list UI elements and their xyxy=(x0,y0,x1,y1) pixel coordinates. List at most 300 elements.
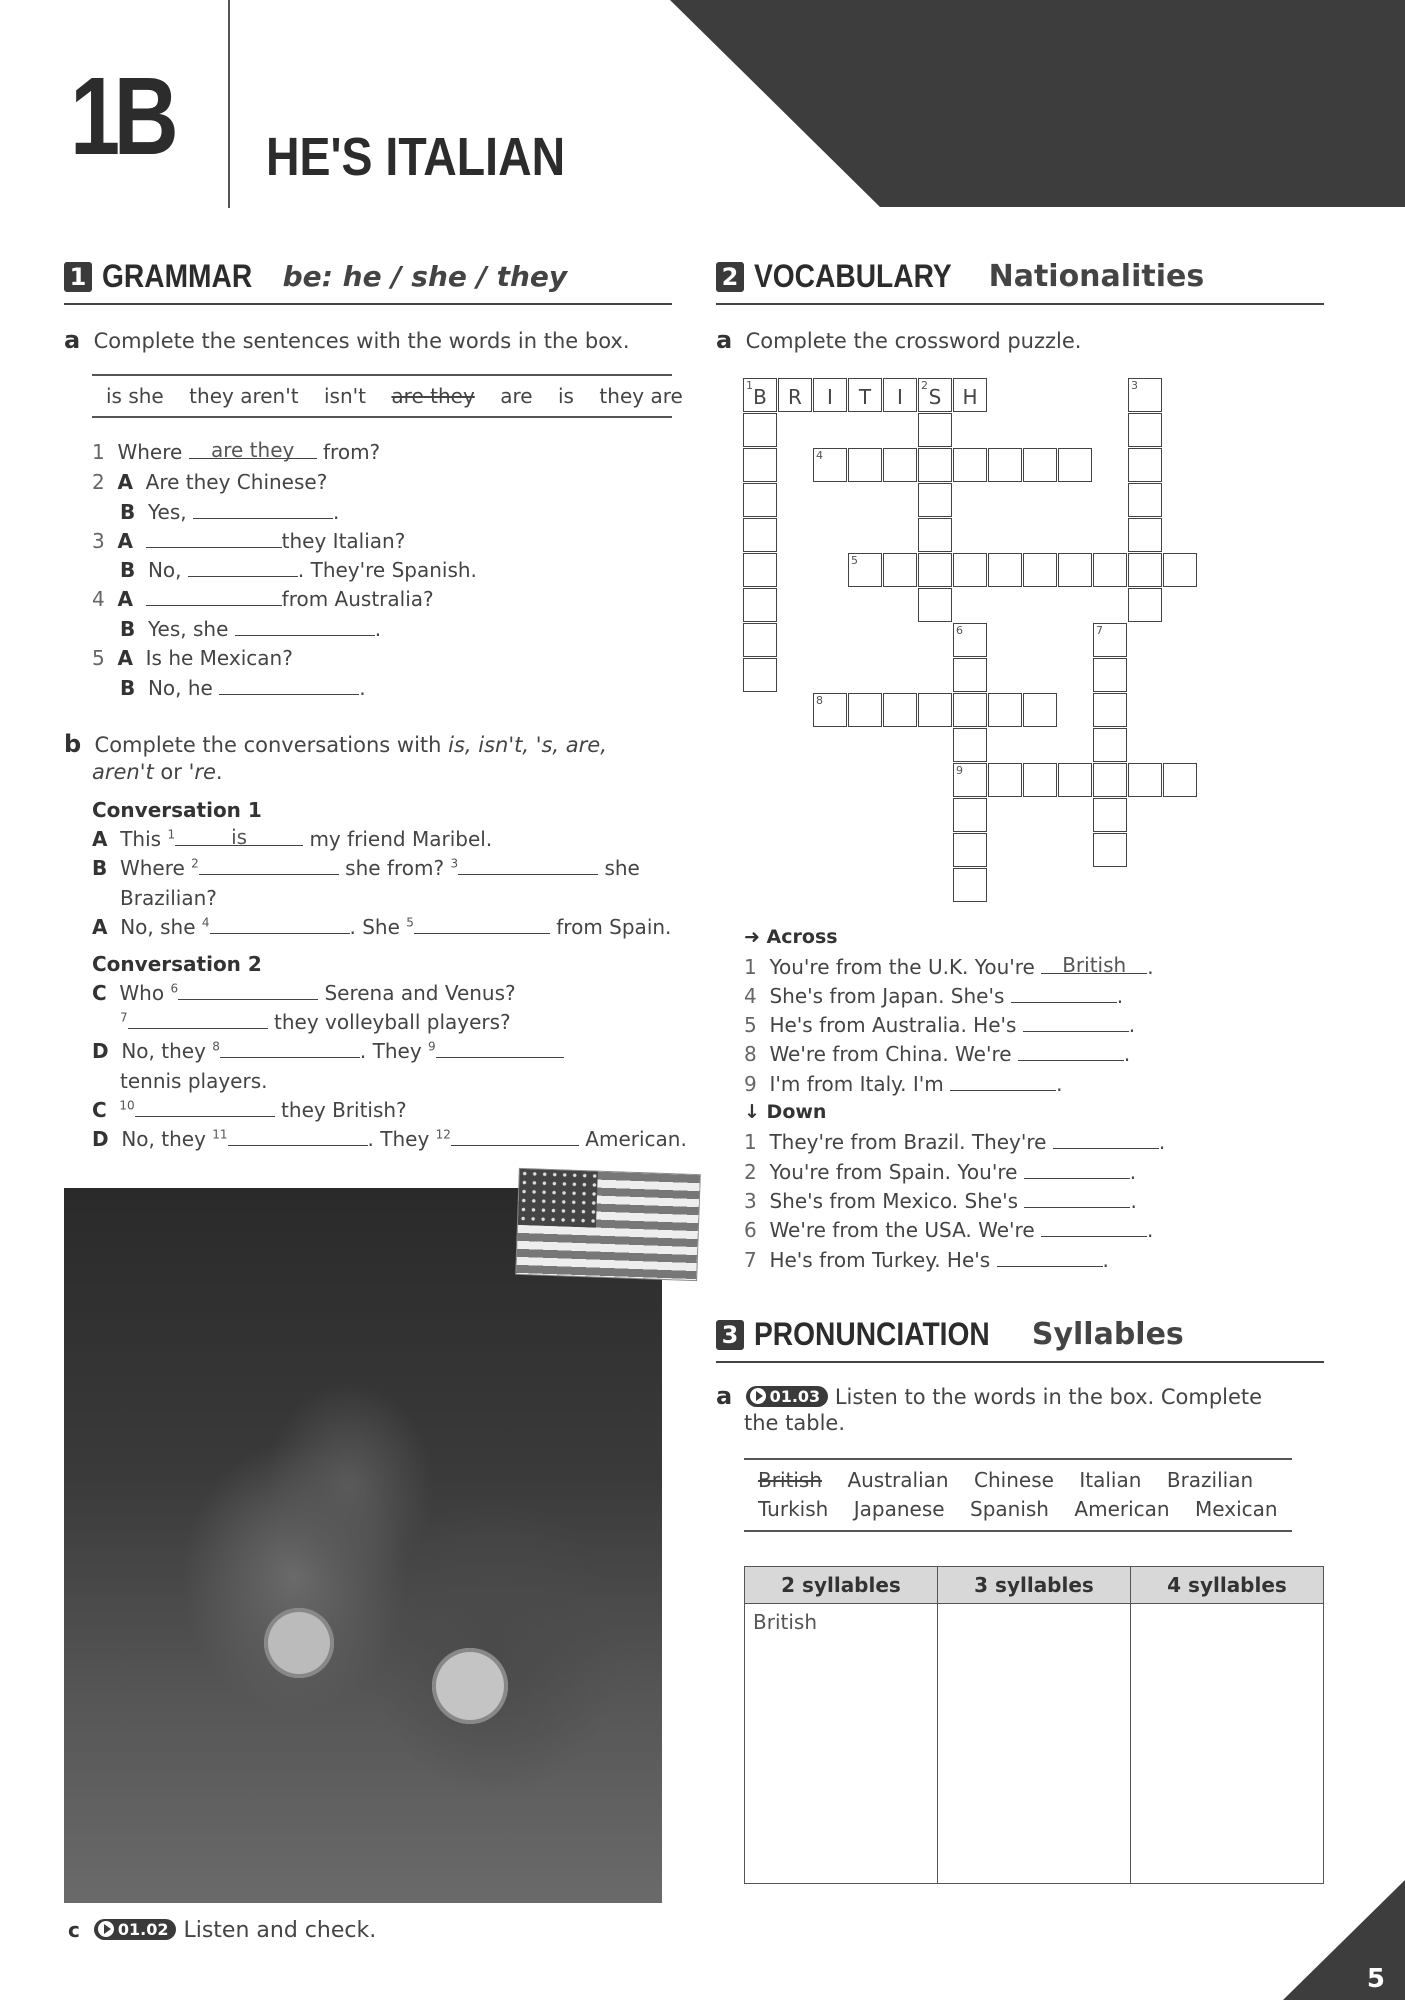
word-box-bottom xyxy=(744,1530,1292,1532)
subtitle-be: be xyxy=(282,260,322,293)
across-clue-9: 9 I'm from Italy. I'm . xyxy=(744,1072,1063,1096)
conv2-line-c1b xyxy=(120,1010,511,1034)
crossword-cell[interactable] xyxy=(743,483,777,517)
answer-blank[interactable] xyxy=(451,1127,579,1146)
crossword-cell[interactable] xyxy=(918,518,952,552)
box-word: are xyxy=(500,384,533,408)
grammar-item-3 xyxy=(92,529,405,553)
clue-number: 2 xyxy=(744,1160,757,1184)
answer-blank[interactable] xyxy=(146,529,282,548)
instruction-text: Listen to the words in the box. Complete xyxy=(834,1385,1263,1409)
table-header: 4 syllables xyxy=(1131,1567,1324,1604)
crossword-cell[interactable] xyxy=(1163,763,1197,797)
speaker: D xyxy=(92,1039,109,1063)
item-text: . They're Spanish. xyxy=(297,558,477,582)
crossword-cell[interactable] xyxy=(918,378,952,412)
line-text: No, she xyxy=(120,915,196,939)
box-word: is xyxy=(558,384,574,408)
crossword-cell[interactable] xyxy=(1023,553,1057,587)
crossword-cell[interactable] xyxy=(1128,763,1162,797)
answer-blank[interactable] xyxy=(228,1127,368,1146)
grammar-item-4 xyxy=(92,587,434,611)
box-word: Japanese xyxy=(853,1497,945,1521)
answer-blank[interactable] xyxy=(414,915,550,934)
instruction-words: is, isn't, 's, are, xyxy=(448,733,607,757)
clue-text: He's from Australia. He's xyxy=(769,1013,1017,1037)
blank-number: 4 xyxy=(201,915,210,930)
section-subtitle: Nationalities xyxy=(988,259,1205,294)
down-clue-1: 1 They're from Brazil. They're . xyxy=(744,1130,1166,1154)
crossword-cell[interactable] xyxy=(883,448,917,482)
crossword-cell[interactable] xyxy=(953,448,987,482)
clue-text: She's from Mexico. She's xyxy=(769,1189,1019,1213)
clue-number: 1 xyxy=(746,379,753,392)
crossword-letter: B xyxy=(753,385,767,409)
medal-icon xyxy=(432,1648,508,1724)
crossword-cell[interactable] xyxy=(1093,833,1127,867)
arrow-down-icon: ↓ xyxy=(744,1101,760,1123)
crossword-cell[interactable] xyxy=(953,623,987,657)
crossword-cell[interactable] xyxy=(743,378,777,412)
clue-number: 1 xyxy=(744,955,757,979)
crossword-cell[interactable] xyxy=(988,553,1022,587)
clue-number: 3 xyxy=(744,1189,757,1213)
flag-canton xyxy=(518,1169,598,1228)
blank-number: 5 xyxy=(406,915,414,930)
crossword-cell[interactable] xyxy=(813,448,847,482)
blank-number: 9 xyxy=(428,1039,436,1054)
answer-blank[interactable] xyxy=(199,856,339,875)
speaker: D xyxy=(92,1127,109,1151)
word-box xyxy=(106,384,683,408)
crossword-letter: I xyxy=(827,385,833,409)
conv2-line-c1 xyxy=(92,981,516,1005)
crossword-cell[interactable] xyxy=(743,658,777,692)
line-text: she xyxy=(604,856,640,880)
answer-blank[interactable] xyxy=(189,438,317,462)
crossword-cell[interactable] xyxy=(1128,518,1162,552)
item-number: 5 xyxy=(92,646,105,670)
example-answer: is xyxy=(231,825,248,849)
table-header: 3 syllables xyxy=(938,1567,1131,1604)
clue-text: You're from the U.K. You're xyxy=(769,955,1035,979)
box-word: Mexican xyxy=(1195,1497,1278,1521)
item-text: No, xyxy=(147,558,182,582)
line-text: American. xyxy=(585,1127,687,1151)
clue-text: I'm from Italy. I'm xyxy=(769,1072,944,1096)
section-number: 2 xyxy=(716,262,744,292)
crossword-cell[interactable] xyxy=(1058,448,1092,482)
grammar-item-4b: B Yes, she . xyxy=(120,617,382,641)
crossword-cell[interactable] xyxy=(953,658,987,692)
clue-number: 5 xyxy=(851,554,858,567)
crossword-cell[interactable] xyxy=(918,553,952,587)
answer-blank[interactable] xyxy=(1023,1013,1129,1032)
clue-number: 8 xyxy=(744,1042,757,1066)
section-number: 3 xyxy=(716,1320,744,1350)
answer-blank[interactable] xyxy=(458,856,598,875)
crossword-cell[interactable] xyxy=(988,763,1022,797)
line-text: my friend Maribel. xyxy=(309,827,493,851)
clue-number: 9 xyxy=(744,1072,757,1096)
table-cell-3-syllables[interactable] xyxy=(938,1604,1131,1884)
crossword-cell[interactable] xyxy=(848,693,882,727)
box-word: Chinese xyxy=(974,1468,1054,1492)
clue-text: He's from Turkey. He's xyxy=(769,1248,991,1272)
crossword-cell[interactable] xyxy=(918,413,952,447)
across-clue-4: 4 She's from Japan. She's . xyxy=(744,984,1124,1008)
crossword-cell[interactable] xyxy=(743,553,777,587)
athletes-photo xyxy=(64,1188,662,1903)
box-word: Turkish xyxy=(758,1497,829,1521)
item-number: 4 xyxy=(92,587,105,611)
conv1-line-a1 xyxy=(92,827,492,851)
crossword-cell[interactable] xyxy=(953,728,987,762)
clue-number: 8 xyxy=(816,694,823,707)
medal-icon xyxy=(264,1608,334,1678)
part-label: c xyxy=(68,1918,80,1942)
conv1-line-b1 xyxy=(92,856,640,880)
answer-blank[interactable] xyxy=(1041,953,1147,977)
down-clue-2: 2 You're from Spain. You're . xyxy=(744,1160,1137,1184)
blank-number: 1 xyxy=(167,827,176,842)
header-divider xyxy=(228,0,230,208)
crossword-cell[interactable] xyxy=(1128,588,1162,622)
audio-track: 01.02 xyxy=(117,1920,169,1939)
clue-text: We're from the USA. We're xyxy=(769,1218,1035,1242)
crossword-cell[interactable] xyxy=(988,693,1022,727)
clue-number: 6 xyxy=(956,624,963,637)
crossword-letter: I xyxy=(897,385,903,409)
crossword-cell[interactable] xyxy=(953,798,987,832)
line-text: Who xyxy=(119,981,165,1005)
answer-blank[interactable] xyxy=(1011,984,1117,1003)
clue-number: 7 xyxy=(1096,624,1103,637)
conversation-2-heading: Conversation 2 xyxy=(92,952,262,976)
crossword-cell[interactable] xyxy=(953,763,987,797)
crossword-cell[interactable] xyxy=(848,553,882,587)
crossword-cell[interactable] xyxy=(1093,658,1127,692)
clue-number: 4 xyxy=(744,984,757,1008)
crossword-cell[interactable] xyxy=(883,378,917,412)
answer-blank[interactable] xyxy=(210,915,350,934)
down-heading xyxy=(744,1101,826,1124)
crossword-cell[interactable] xyxy=(1093,763,1127,797)
answer-blank[interactable] xyxy=(235,617,375,636)
instruction-text: Complete the crossword puzzle. xyxy=(745,329,1082,353)
word-box-top xyxy=(92,374,672,376)
blank-number: 12 xyxy=(435,1127,451,1142)
speaker: B xyxy=(120,676,136,700)
box-word: American xyxy=(1074,1497,1170,1521)
line-text: This xyxy=(120,827,162,851)
answer-blank[interactable] xyxy=(178,981,318,1000)
us-flag-icon xyxy=(516,1169,700,1280)
answer-blank[interactable] xyxy=(1024,1160,1130,1179)
crossword-cell[interactable] xyxy=(1093,623,1127,657)
clue-heading-text: Down xyxy=(766,1101,827,1123)
line-text: they British? xyxy=(281,1098,407,1122)
across-clue-1: 1 You're from the U.K. You're British . xyxy=(744,953,1154,979)
crossword-cell[interactable] xyxy=(1093,798,1127,832)
across-clue-5: 5 He's from Australia. He's . xyxy=(744,1013,1136,1037)
speaker: A xyxy=(92,915,108,939)
item-text: Yes, xyxy=(147,500,187,524)
crossword-cell[interactable] xyxy=(953,553,987,587)
crossword-cell[interactable] xyxy=(1093,553,1127,587)
down-clue-6: 6 We're from the USA. We're . xyxy=(744,1218,1154,1242)
item-number: 2 xyxy=(92,470,105,494)
answer-blank[interactable] xyxy=(950,1072,1056,1091)
section-subtitle: Syllables xyxy=(1031,1317,1184,1352)
blank-number: 6 xyxy=(170,981,179,996)
arrow-right-icon: ➜ xyxy=(744,926,760,948)
clue-text: They're from Brazil. They're xyxy=(769,1130,1047,1154)
box-word: they aren't xyxy=(189,384,299,408)
answer-blank[interactable] xyxy=(997,1248,1103,1267)
line-text: she from? xyxy=(345,856,445,880)
blank-number: 11 xyxy=(212,1127,228,1142)
box-word-used: British xyxy=(758,1468,822,1492)
box-word: Italian xyxy=(1079,1468,1142,1492)
item-number: 1 xyxy=(92,440,105,464)
grammar-item-3b xyxy=(120,558,477,582)
table-cell-2-syllables[interactable] xyxy=(745,1604,938,1884)
conv2-line-d1 xyxy=(92,1039,564,1063)
answer-blank[interactable] xyxy=(1041,1218,1147,1237)
part-label: a xyxy=(64,326,81,354)
crossword-cell[interactable] xyxy=(953,833,987,867)
section-number: 1 xyxy=(64,262,92,292)
speaker: A xyxy=(117,529,133,553)
grammar-heading xyxy=(64,258,567,295)
speaker: C xyxy=(92,1098,107,1122)
answer-blank[interactable] xyxy=(1053,1130,1159,1149)
speaker: B xyxy=(120,617,136,641)
crossword-cell[interactable] xyxy=(1023,693,1057,727)
clue-text: You're from Spain. You're xyxy=(769,1160,1018,1184)
clue-number: 2 xyxy=(921,379,928,392)
clue-number: 7 xyxy=(744,1248,757,1272)
line-text: Where xyxy=(119,856,185,880)
unit-number: 1B xyxy=(70,55,173,178)
item-text: from Australia? xyxy=(281,587,434,611)
box-word: isn't xyxy=(323,384,366,408)
line-text: Serena and Venus? xyxy=(324,981,516,1005)
instruction-text: or xyxy=(153,760,189,784)
example-answer: British xyxy=(753,1610,817,1634)
grammar-item-2 xyxy=(92,470,327,494)
down-clue-7: 7 He's from Turkey. He's . xyxy=(744,1248,1109,1272)
part-label: a xyxy=(716,326,733,354)
grammar-item-1 xyxy=(92,440,380,464)
answer-blank[interactable] xyxy=(175,825,303,849)
part-label: b xyxy=(64,730,82,758)
instruction-words: 're xyxy=(188,760,216,784)
word-box-bottom xyxy=(92,416,672,418)
instruction-text: Listen and check. xyxy=(183,1918,377,1943)
answer-blank[interactable] xyxy=(220,1039,360,1058)
play-icon xyxy=(750,1388,766,1404)
pronunciation-rule xyxy=(716,1361,1324,1363)
speaker: A xyxy=(117,646,133,670)
crossword-cell[interactable] xyxy=(1128,448,1162,482)
item-number: 3 xyxy=(92,529,105,553)
blank-number: 8 xyxy=(212,1039,220,1054)
audio-badge[interactable] xyxy=(746,1386,829,1407)
item-text: they Italian? xyxy=(281,529,406,553)
crossword-letter: R xyxy=(788,385,802,409)
crossword-cell[interactable] xyxy=(743,413,777,447)
crossword-cell[interactable] xyxy=(883,553,917,587)
box-word: Australian xyxy=(847,1468,949,1492)
pronunciation-heading xyxy=(716,1316,1184,1353)
section-title: VOCABULARY xyxy=(754,258,952,294)
crossword-cell[interactable] xyxy=(1128,483,1162,517)
speaker: A xyxy=(92,827,108,851)
grammar-b-instruction xyxy=(64,730,607,759)
vocabulary-heading xyxy=(716,258,1204,295)
grammar-a-instruction xyxy=(64,326,630,355)
across-clue-8: 8 We're from China. We're . xyxy=(744,1042,1131,1066)
grammar-b-instruction-2: aren't or 're. xyxy=(92,760,223,784)
pron-word-box-row2 xyxy=(758,1497,1278,1521)
line-text: from Spain. xyxy=(556,915,672,939)
crossword-cell[interactable] xyxy=(1058,553,1092,587)
crossword-cell[interactable] xyxy=(848,378,882,412)
clue-number: 5 xyxy=(744,1013,757,1037)
crossword-cell[interactable] xyxy=(918,693,952,727)
answer-blank[interactable] xyxy=(1018,1042,1124,1061)
pron-a-instruction-2: the table. xyxy=(744,1411,846,1435)
crossword-cell[interactable] xyxy=(953,868,987,902)
instruction-text: Complete the sentences with the words in the box. xyxy=(93,329,630,353)
box-word: is she xyxy=(106,384,164,408)
header-corner-shape xyxy=(670,0,1405,207)
crossword-cell[interactable] xyxy=(1023,763,1057,797)
instruction-text: Complete the conversations with xyxy=(94,733,449,757)
crossword-cell[interactable] xyxy=(918,588,952,622)
item-text: Are they Chinese? xyxy=(145,470,328,494)
crossword-cell[interactable] xyxy=(813,693,847,727)
conv2-line-c2 xyxy=(92,1098,407,1122)
item-text: No, he xyxy=(147,676,213,700)
section-subtitle xyxy=(283,260,568,293)
clue-text: She's from Japan. She's xyxy=(769,984,1005,1008)
crossword-cell[interactable] xyxy=(1128,413,1162,447)
crossword-cell[interactable] xyxy=(918,483,952,517)
syllables-table xyxy=(744,1566,1324,1884)
blank-number: 3 xyxy=(450,856,459,871)
section-title: GRAMMAR xyxy=(102,258,253,294)
clue-number: 1 xyxy=(744,1130,757,1154)
line-text: they volleyball players? xyxy=(274,1010,511,1034)
clue-text: We're from China. We're xyxy=(769,1042,1012,1066)
answer-blank[interactable] xyxy=(135,1098,275,1117)
clue-number: 3 xyxy=(1131,379,1138,392)
answer-blank[interactable] xyxy=(1024,1189,1130,1208)
crossword-cell[interactable] xyxy=(743,623,777,657)
crossword-cell[interactable] xyxy=(1163,553,1197,587)
section-title: PRONUNCIATION xyxy=(754,1316,990,1352)
answer-blank[interactable] xyxy=(219,676,359,695)
line-text: . They xyxy=(367,1127,430,1151)
crossword-cell[interactable] xyxy=(1128,378,1162,412)
crossword-cell[interactable] xyxy=(953,378,987,412)
crossword-cell[interactable] xyxy=(883,693,917,727)
word-box-top xyxy=(744,1458,1292,1460)
clue-heading-text: Across xyxy=(766,926,838,948)
box-word: Brazilian xyxy=(1166,1468,1254,1492)
answer-blank[interactable] xyxy=(193,500,333,519)
crossword-cell[interactable] xyxy=(813,378,847,412)
audio-track: 01.03 xyxy=(769,1387,821,1406)
answer-blank[interactable] xyxy=(128,1010,268,1029)
grammar-rule xyxy=(64,303,672,305)
answer-blank[interactable] xyxy=(146,587,282,606)
crossword-cell[interactable] xyxy=(743,518,777,552)
example-answer: British xyxy=(1062,953,1127,977)
line-text: No, they xyxy=(121,1039,206,1063)
line-text: . They xyxy=(359,1039,422,1063)
crossword-cell[interactable] xyxy=(953,693,987,727)
crossword-letter: S xyxy=(928,385,942,409)
pron-word-box-row1 xyxy=(758,1468,1253,1492)
clue-number: 4 xyxy=(816,449,823,462)
line-text: No, they xyxy=(121,1127,206,1151)
play-icon xyxy=(98,1921,114,1937)
audio-badge[interactable] xyxy=(94,1919,177,1940)
crossword-cell[interactable] xyxy=(743,448,777,482)
answer-blank[interactable] xyxy=(436,1039,564,1058)
crossword-cell[interactable] xyxy=(1058,763,1092,797)
crossword-letter: H xyxy=(962,385,978,409)
part-label: a xyxy=(716,1382,733,1410)
speaker: C xyxy=(92,981,107,1005)
table-header: 2 syllables xyxy=(745,1567,938,1604)
conversation-1-heading: Conversation 1 xyxy=(92,798,262,822)
crossword-cell[interactable] xyxy=(1093,728,1127,762)
crossword-cell[interactable] xyxy=(848,448,882,482)
down-clue-3: 3 She's from Mexico. She's . xyxy=(744,1189,1137,1213)
answer-blank[interactable] xyxy=(188,558,298,577)
vocab-a-instruction xyxy=(716,326,1081,355)
crossword-letter: T xyxy=(858,385,872,409)
crossword-cell[interactable] xyxy=(1023,448,1057,482)
grammar-item-5 xyxy=(92,646,293,670)
line-text: . She xyxy=(349,915,400,939)
speaker: B xyxy=(92,856,108,880)
item-text: Yes, she xyxy=(147,617,229,641)
crossword-cell[interactable] xyxy=(743,588,777,622)
crossword-cell[interactable] xyxy=(988,448,1022,482)
instruction-words: aren't xyxy=(92,760,154,784)
conv1-line-a2 xyxy=(92,915,671,939)
table-cell-4-syllables[interactable] xyxy=(1131,1604,1324,1884)
box-word: Spanish xyxy=(970,1497,1049,1521)
crossword-cell[interactable] xyxy=(1093,693,1127,727)
box-word-used: are they xyxy=(391,384,475,408)
crossword-cell[interactable] xyxy=(778,378,812,412)
conv1-line-b1-cont: Brazilian? xyxy=(120,886,217,910)
grammar-item-5b: B No, he . xyxy=(120,676,366,700)
example-answer: are they xyxy=(210,438,295,462)
crossword-cell[interactable] xyxy=(1128,553,1162,587)
pron-a-instruction xyxy=(716,1382,1262,1411)
crossword-cell[interactable] xyxy=(918,448,952,482)
vocabulary-rule xyxy=(716,303,1324,305)
speaker: B xyxy=(120,500,136,524)
